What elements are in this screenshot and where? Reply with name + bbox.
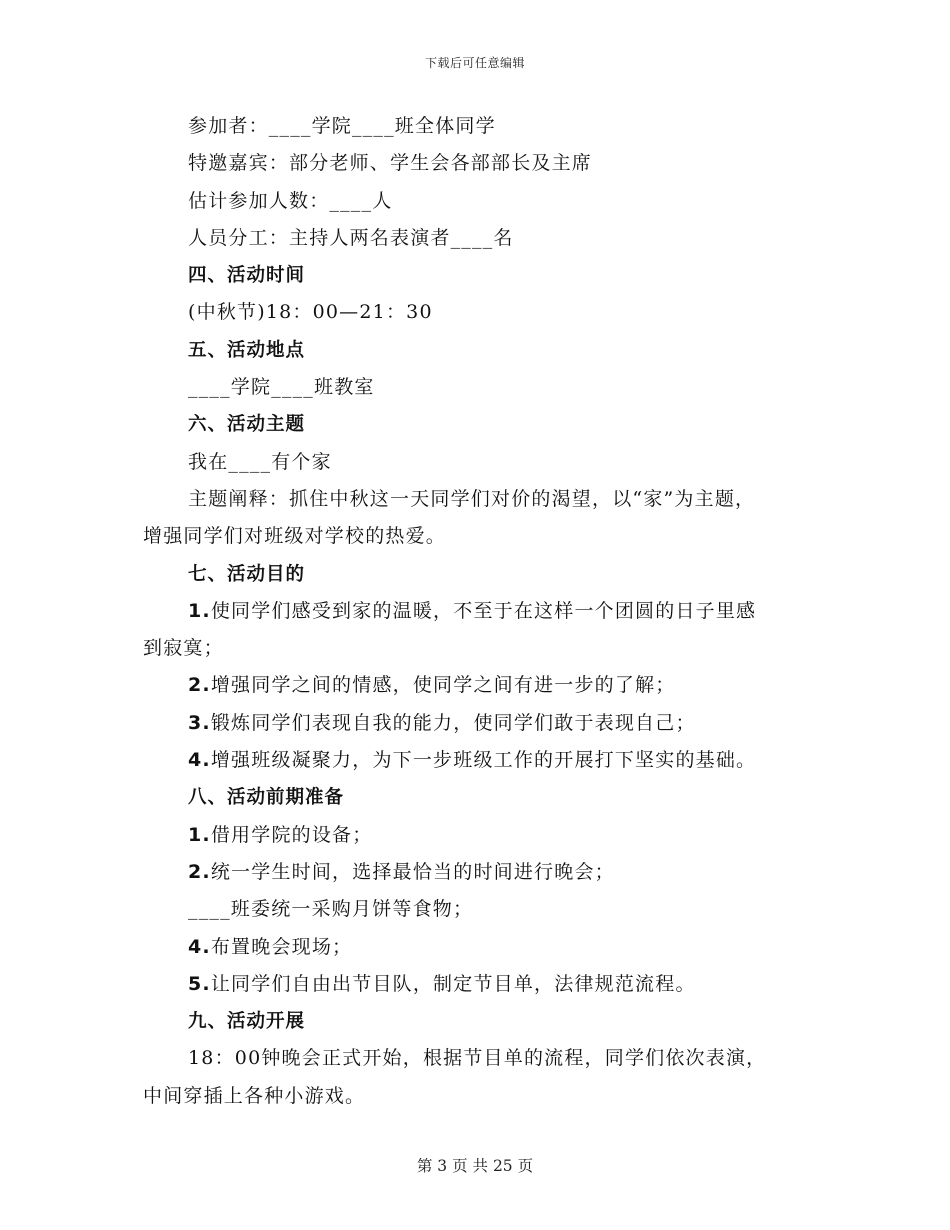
paragraph-line <box>143 145 808 182</box>
line-text: 中间穿插上各种小游戏。 <box>143 1084 366 1107</box>
line-text: 人员分工：主持人两名表演者____名 <box>188 226 514 249</box>
paragraph-line <box>143 891 808 928</box>
line-text: 特邀嘉宾：部分老师、学生会各部部长及主席 <box>188 152 593 175</box>
document-body <box>143 108 808 1115</box>
list-number: 1. <box>188 823 211 846</box>
line-text: 六、活动主题 <box>188 414 306 436</box>
paragraph-line <box>143 667 808 704</box>
line-text: 使同学们感受到家的温暖，不至于在这样一个团圆的日子里感 <box>210 599 757 622</box>
line-text: 估计参加人数：____人 <box>188 189 393 212</box>
section-heading <box>143 556 808 593</box>
paragraph-line <box>143 854 808 891</box>
paragraph-line <box>143 742 808 779</box>
paragraph-line <box>143 593 808 630</box>
paragraph-line <box>143 518 808 555</box>
paragraph-line <box>143 220 808 257</box>
paragraph-line <box>143 444 808 481</box>
line-text: 增强同学之间的情感，使同学之间有进一步的了解； <box>210 674 676 697</box>
line-text: 到寂寞； <box>143 637 224 660</box>
paragraph-line <box>143 817 808 854</box>
line-text: (中秋节)18：00—21：30 <box>188 301 433 324</box>
line-text: 锻炼同学们表现自我的能力，使同学们敢于表现自己； <box>210 711 696 734</box>
section-heading <box>143 257 808 294</box>
line-text: ____班委统一采购月饼等食物； <box>188 898 474 921</box>
paragraph-line <box>143 1078 808 1115</box>
paragraph-line <box>143 705 808 742</box>
page-header: 下载后可任意编辑 <box>424 56 525 70</box>
line-text: 七、活动目的 <box>188 563 306 585</box>
list-number: 2. <box>188 860 211 883</box>
paragraph-line <box>143 108 808 145</box>
line-text: 布置晚会现场； <box>210 935 353 958</box>
paragraph-line <box>143 1040 808 1077</box>
line-text: ____学院____班教室 <box>188 376 375 399</box>
line-text: 增强同学们对班级对学校的热爱。 <box>143 525 447 548</box>
section-heading <box>143 1003 808 1040</box>
section-heading <box>143 406 808 443</box>
line-text: 八、活动前期准备 <box>188 787 345 809</box>
list-number: 5. <box>188 972 211 995</box>
list-number: 4. <box>188 935 211 958</box>
paragraph-line <box>143 183 808 220</box>
line-text: 借用学院的设备； <box>210 823 373 846</box>
list-number: 3. <box>188 711 211 734</box>
line-text: 九、活动开展 <box>188 1011 306 1033</box>
page-footer: 第 3 页 共 25 页 <box>416 1157 534 1175</box>
line-text: 五、活动地点 <box>188 339 306 361</box>
line-text: 18：00钟晚会正式开始，根据节目单的流程，同学们依次表演， <box>188 1047 767 1070</box>
line-text: 增强班级凝聚力，为下一步班级工作的开展打下坚实的基础。 <box>210 749 757 772</box>
line-text: 主题阐释：抓住中秋这一天同学们对价的渴望，以“家”为主题， <box>188 487 756 510</box>
list-number: 1. <box>188 599 211 622</box>
paragraph-line <box>143 294 808 331</box>
paragraph-line <box>143 369 808 406</box>
list-number: 4. <box>188 749 211 772</box>
line-text: 让同学们自由出节目队，制定节目单，法律规范流程。 <box>210 972 696 995</box>
line-text: 统一学生时间，选择最恰当的时间进行晚会； <box>210 860 615 883</box>
paragraph-line <box>143 966 808 1003</box>
paragraph-line <box>143 630 808 667</box>
paragraph-line <box>143 481 808 518</box>
section-heading <box>143 332 808 369</box>
list-number: 2. <box>188 674 211 697</box>
paragraph-line <box>143 929 808 966</box>
section-heading <box>143 779 808 816</box>
line-text: 参加者：____学院____班全体同学 <box>188 115 496 137</box>
line-text: 四、活动时间 <box>188 265 306 287</box>
line-text: 我在____有个家 <box>188 450 332 473</box>
